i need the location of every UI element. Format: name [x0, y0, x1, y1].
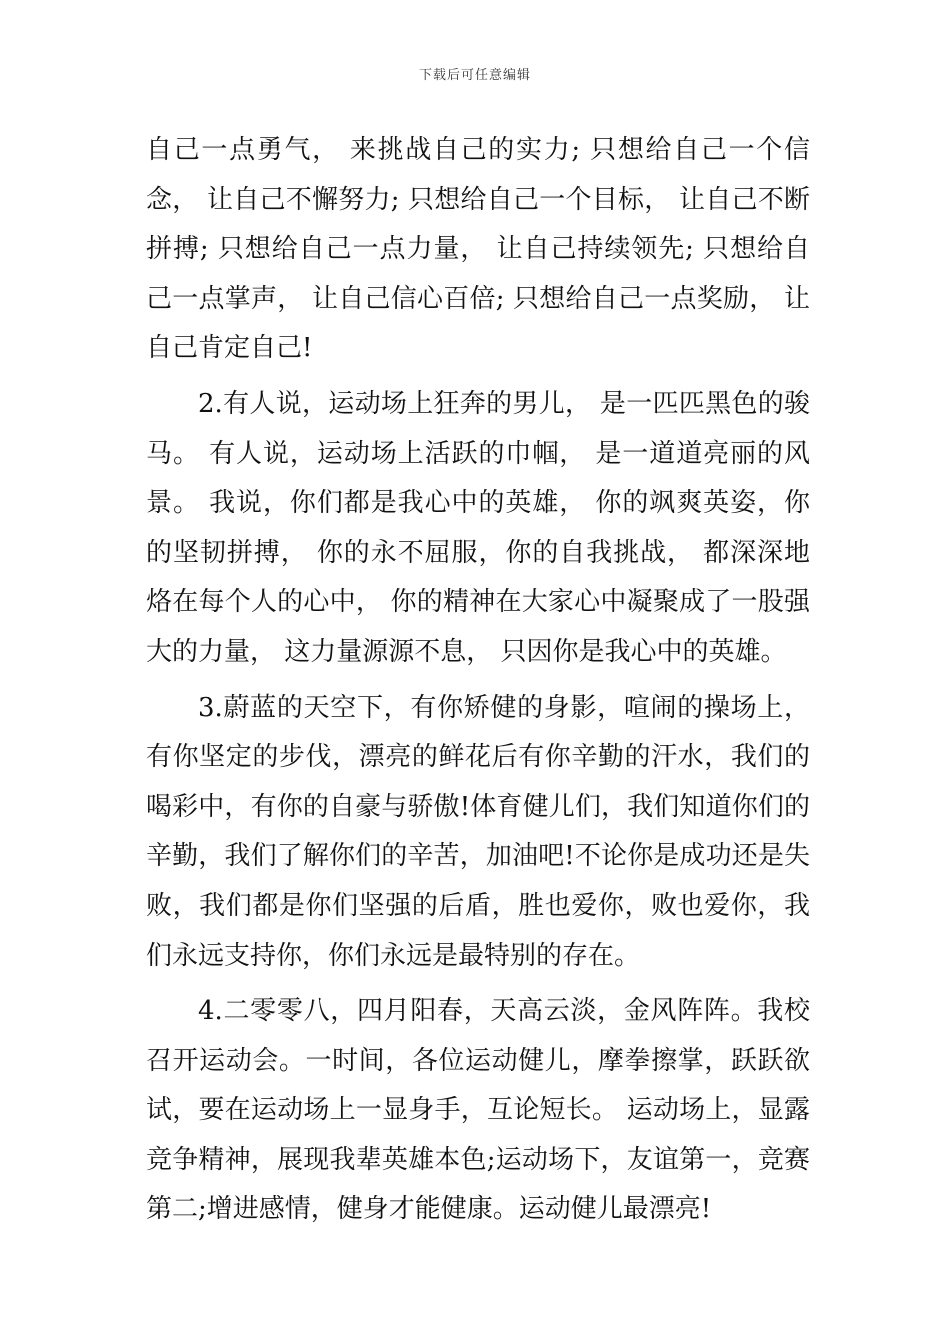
document-body [146, 126, 810, 1241]
paragraph-2: 2.有人说，运动场上狂奔的男儿， 是一匹匹黑色的骏马。 有人说，运动场上活跃的巾帼， 是一道道亮丽的风景。 我说，你们都是我心中的英雄， 你的飒爽英姿，你的坚韧拼搏， 你的永不屈服，你的自我挑战， 都深深地烙在每个人的心中， 你的精神在大家心中凝聚成了一股强大的力量， 这力量源源不息， 只因你是我心中的英雄。 [146, 388, 810, 667]
paragraph-4: 4.二零零八，四月阳春，天高云淡，金风阵阵。我校召开运动会。一时间，各位运动健儿，摩拳擦掌，跃跃欲试，要在运动场上一显身手，互论短长。 运动场上，显露竞争精神，展现我辈英雄本色;运动场下，友谊第一，竞赛第二;增进感情，健身才能健康。运动健儿最漂亮! [146, 996, 810, 1225]
paragraph-3: 3.蔚蓝的天空下，有你矫健的身影，喧闹的操场上，有你坚定的步伐，漂亮的鲜花后有你辛勤的汗水，我们的喝彩中，有你的自豪与骄傲!体育健儿们，我们知道你们的辛勤，我们了解你们的辛苦，加油吧!不论你是成功还是失败，我们都是你们坚强的后盾，胜也爱你，败也爱你，我们永远支持你，你们永远是最特别的存在。 [146, 692, 810, 971]
page-header: 下载后可任意编辑 [418, 68, 531, 83]
paragraph-continuation: 自己一点勇气， 来挑战自己的实力; 只想给自己一个信念， 让自己不懈努力; 只想给自己一个目标， 让自己不断拼搏; 只想给自己一点力量， 让自己持续领先; 只想给自己一点掌声， 让自己信心百倍; 只想给自己一点奖励， 让自己肯定自己! [146, 135, 810, 364]
